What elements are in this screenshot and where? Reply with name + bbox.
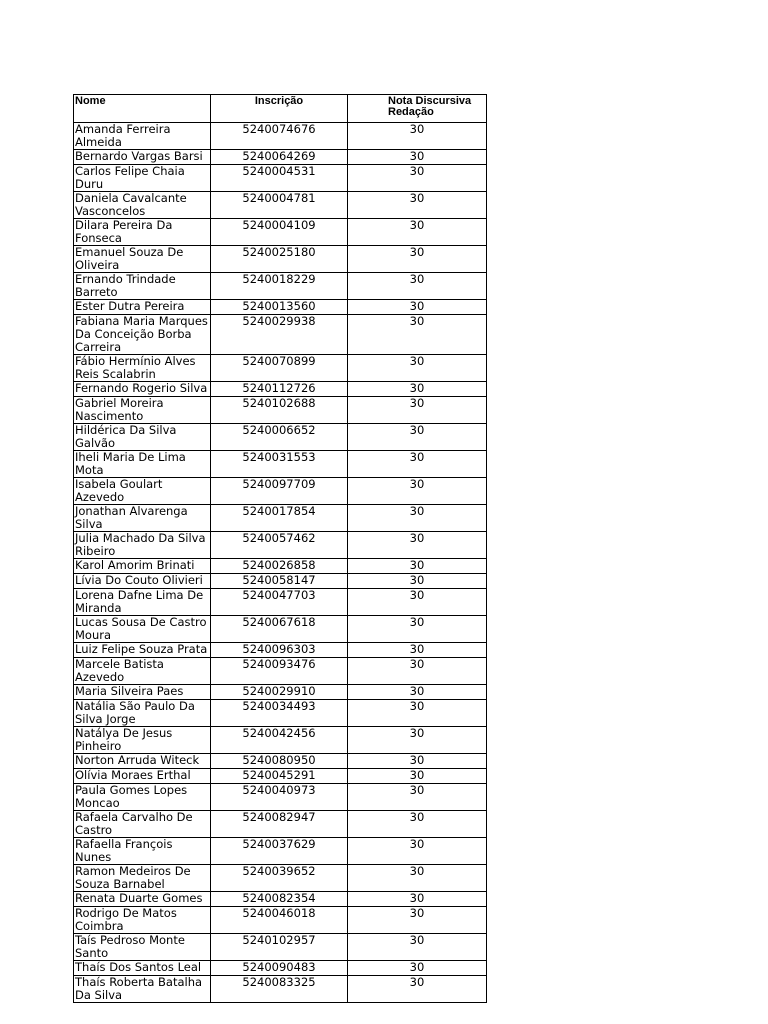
cell-nome xyxy=(74,165,211,192)
cell-nota: 30 xyxy=(348,685,487,700)
table-row xyxy=(74,397,487,424)
nome-text: Ernando Trindade Barreto xyxy=(75,272,176,299)
cell-nome xyxy=(74,838,211,865)
table-row xyxy=(74,934,487,961)
cell-inscricao: 5240034493 xyxy=(211,700,348,727)
nome-text: Isabela Goulart Azevedo xyxy=(75,477,163,504)
cell-nota: 30 xyxy=(348,907,487,934)
cell-inscricao: 5240045291 xyxy=(211,769,348,784)
table-body xyxy=(74,123,487,1003)
table-row xyxy=(74,754,487,769)
cell-inscricao: 5240102957 xyxy=(211,934,348,961)
cell-nome xyxy=(74,727,211,754)
cell-nome xyxy=(74,123,211,150)
table-row xyxy=(74,165,487,192)
cell-nota: 30 xyxy=(348,727,487,754)
cell-nome xyxy=(74,315,211,355)
nome-text: Fernando Rogerio Silva xyxy=(75,381,208,395)
cell-inscricao: 5240083325 xyxy=(211,976,348,1003)
nome-text: Julia Machado Da Silva Ribeiro xyxy=(75,531,206,558)
nome-text: Maria Silveira Paes xyxy=(75,684,184,698)
table-row xyxy=(74,658,487,685)
cell-inscricao: 5240090483 xyxy=(211,961,348,976)
cell-nota: 30 xyxy=(348,424,487,451)
cell-inscricao: 5240080950 xyxy=(211,754,348,769)
table-row xyxy=(74,355,487,382)
table-row xyxy=(74,246,487,273)
cell-inscricao: 5240093476 xyxy=(211,658,348,685)
cell-inscricao: 5240047703 xyxy=(211,589,348,616)
table-row xyxy=(74,616,487,643)
cell-nome xyxy=(74,616,211,643)
nome-text: Ramon Medeiros De Souza Barnabel xyxy=(75,864,191,891)
table-row xyxy=(74,574,487,589)
cell-nota: 30 xyxy=(348,769,487,784)
cell-inscricao: 5240004531 xyxy=(211,165,348,192)
table-row xyxy=(74,559,487,574)
cell-nome xyxy=(74,192,211,219)
nome-text: Daniela Cavalcante Vasconcelos xyxy=(75,191,187,218)
header-nome: Nome xyxy=(74,95,211,123)
cell-nota: 30 xyxy=(348,192,487,219)
cell-inscricao: 5240025180 xyxy=(211,246,348,273)
nome-text: Taís Pedroso Monte Santo xyxy=(75,933,185,960)
cell-nota: 30 xyxy=(348,865,487,892)
cell-nome xyxy=(74,273,211,300)
cell-nome xyxy=(74,658,211,685)
cell-nome xyxy=(74,300,211,315)
header-nota: Nota Discursiva Redação xyxy=(348,95,487,123)
table-row xyxy=(74,700,487,727)
nome-text: Luiz Felipe Souza Prata xyxy=(75,642,208,656)
cell-inscricao: 5240004109 xyxy=(211,219,348,246)
cell-nome xyxy=(74,451,211,478)
table-row xyxy=(74,643,487,658)
header-row xyxy=(74,95,487,123)
cell-nome xyxy=(74,397,211,424)
cell-nota: 30 xyxy=(348,892,487,907)
nome-text: Natálya De Jesus Pinheiro xyxy=(75,726,173,753)
cell-nota: 30 xyxy=(348,150,487,165)
table-row xyxy=(74,727,487,754)
nome-text: Norton Arruda Witeck xyxy=(75,753,200,767)
cell-nota: 30 xyxy=(348,961,487,976)
table-row xyxy=(74,811,487,838)
cell-nome xyxy=(74,907,211,934)
table-row xyxy=(74,532,487,559)
table-row xyxy=(74,192,487,219)
cell-nome xyxy=(74,934,211,961)
results-table xyxy=(73,94,487,1003)
cell-inscricao: 5240064269 xyxy=(211,150,348,165)
cell-nome xyxy=(74,865,211,892)
cell-nome xyxy=(74,246,211,273)
cell-inscricao: 5240070899 xyxy=(211,355,348,382)
header-inscricao: Inscrição xyxy=(211,95,348,123)
nome-text: Jonathan Alvarenga Silva xyxy=(75,504,188,531)
nome-text: Karol Amorim Brinati xyxy=(75,558,195,572)
cell-nome xyxy=(74,505,211,532)
cell-nota: 30 xyxy=(348,976,487,1003)
cell-nota: 30 xyxy=(348,478,487,505)
cell-nota: 30 xyxy=(348,315,487,355)
cell-nome xyxy=(74,700,211,727)
nome-text: Emanuel Souza De Oliveira xyxy=(75,245,184,272)
cell-inscricao: 5240096303 xyxy=(211,643,348,658)
cell-nome xyxy=(74,150,211,165)
cell-nota: 30 xyxy=(348,165,487,192)
cell-nome xyxy=(74,219,211,246)
table-row xyxy=(74,685,487,700)
cell-nota: 30 xyxy=(348,300,487,315)
nome-text: Fábio Hermínio Alves Reis Scalabrin xyxy=(75,354,196,381)
cell-inscricao: 5240102688 xyxy=(211,397,348,424)
cell-nome xyxy=(74,892,211,907)
nome-text: Thaís Dos Santos Leal xyxy=(75,960,202,974)
cell-nota: 30 xyxy=(348,559,487,574)
nome-text: Rafaella François Nunes xyxy=(75,837,173,864)
cell-nota: 30 xyxy=(348,784,487,811)
cell-nome xyxy=(74,961,211,976)
cell-nome xyxy=(74,685,211,700)
cell-nome xyxy=(74,478,211,505)
cell-inscricao: 5240029910 xyxy=(211,685,348,700)
cell-inscricao: 5240004781 xyxy=(211,192,348,219)
cell-nota: 30 xyxy=(348,700,487,727)
nome-text: Renata Duarte Gomes xyxy=(75,891,203,905)
nome-text: Lorena Dafne Lima De Miranda xyxy=(75,588,204,615)
cell-nome xyxy=(74,784,211,811)
table-row xyxy=(74,424,487,451)
table-header xyxy=(74,95,487,123)
table-row xyxy=(74,892,487,907)
cell-inscricao: 5240018229 xyxy=(211,273,348,300)
cell-inscricao: 5240039652 xyxy=(211,865,348,892)
nome-text: Marcele Batista Azevedo xyxy=(75,657,164,684)
nome-text: Ester Dutra Pereira xyxy=(75,299,185,313)
table-row xyxy=(74,219,487,246)
table-row xyxy=(74,123,487,150)
cell-inscricao: 5240097709 xyxy=(211,478,348,505)
nome-text: Lucas Sousa De Castro Moura xyxy=(75,615,207,642)
table-row xyxy=(74,382,487,397)
cell-inscricao: 5240082354 xyxy=(211,892,348,907)
cell-nome xyxy=(74,355,211,382)
cell-nome xyxy=(74,382,211,397)
cell-inscricao: 5240026858 xyxy=(211,559,348,574)
cell-inscricao: 5240112726 xyxy=(211,382,348,397)
table-row xyxy=(74,315,487,355)
cell-nota: 30 xyxy=(348,811,487,838)
cell-nome xyxy=(74,574,211,589)
table-row xyxy=(74,451,487,478)
nome-text: Gabriel Moreira Nascimento xyxy=(75,396,164,423)
nome-text: Thaís Roberta Batalha Da Silva xyxy=(75,975,203,1002)
nome-text: Amanda Ferreira Almeida xyxy=(75,122,171,149)
cell-nome xyxy=(74,754,211,769)
table-row xyxy=(74,907,487,934)
cell-nome xyxy=(74,976,211,1003)
cell-inscricao: 5240058147 xyxy=(211,574,348,589)
table-row xyxy=(74,300,487,315)
table-row xyxy=(74,784,487,811)
cell-nota: 30 xyxy=(348,273,487,300)
nome-text: Lívia Do Couto Olivieri xyxy=(75,573,203,587)
cell-nota: 30 xyxy=(348,616,487,643)
cell-nome xyxy=(74,424,211,451)
cell-nota: 30 xyxy=(348,754,487,769)
cell-nota: 30 xyxy=(348,589,487,616)
table-row xyxy=(74,589,487,616)
nome-text: Dilara Pereira Da Fonseca xyxy=(75,218,173,245)
cell-inscricao: 5240067618 xyxy=(211,616,348,643)
table-row xyxy=(74,865,487,892)
nome-text: Paula Gomes Lopes Moncao xyxy=(75,783,188,810)
nome-text: Bernardo Vargas Barsi xyxy=(75,149,203,163)
cell-nota: 30 xyxy=(348,505,487,532)
cell-nota: 30 xyxy=(348,219,487,246)
cell-nota: 30 xyxy=(348,838,487,865)
cell-inscricao: 5240013560 xyxy=(211,300,348,315)
table-row xyxy=(74,976,487,1003)
cell-nota: 30 xyxy=(348,397,487,424)
nome-text: Iheli Maria De Lima Mota xyxy=(75,450,186,477)
cell-inscricao: 5240057462 xyxy=(211,532,348,559)
cell-nome xyxy=(74,589,211,616)
cell-nota: 30 xyxy=(348,355,487,382)
nome-text: Fabiana Maria Marques Da Conceição Borba Carreira xyxy=(75,314,208,354)
cell-nota: 30 xyxy=(348,934,487,961)
table-row xyxy=(74,961,487,976)
cell-inscricao: 5240031553 xyxy=(211,451,348,478)
cell-inscricao: 5240040973 xyxy=(211,784,348,811)
table-row xyxy=(74,150,487,165)
cell-inscricao: 5240042456 xyxy=(211,727,348,754)
cell-inscricao: 5240082947 xyxy=(211,811,348,838)
nome-text: Rodrigo De Matos Coimbra xyxy=(75,906,177,933)
table-row xyxy=(74,273,487,300)
cell-nome xyxy=(74,811,211,838)
cell-nome xyxy=(74,643,211,658)
cell-nota: 30 xyxy=(348,643,487,658)
cell-nota: 30 xyxy=(348,451,487,478)
nome-text: Natália São Paulo Da Silva Jorge xyxy=(75,699,195,726)
nome-text: Rafaela Carvalho De Castro xyxy=(75,810,193,837)
cell-nota: 30 xyxy=(348,246,487,273)
cell-nota: 30 xyxy=(348,574,487,589)
cell-nome xyxy=(74,532,211,559)
cell-inscricao: 5240046018 xyxy=(211,907,348,934)
table-row xyxy=(74,769,487,784)
table-row xyxy=(74,838,487,865)
cell-inscricao: 5240006652 xyxy=(211,424,348,451)
cell-nota: 30 xyxy=(348,658,487,685)
cell-inscricao: 5240029938 xyxy=(211,315,348,355)
nome-text: Olívia Moraes Erthal xyxy=(75,768,191,782)
cell-inscricao: 5240037629 xyxy=(211,838,348,865)
cell-inscricao: 5240017854 xyxy=(211,505,348,532)
table-row xyxy=(74,478,487,505)
nome-text: Hildérica Da Silva Galvão xyxy=(75,423,177,450)
cell-nota: 30 xyxy=(348,123,487,150)
cell-nome xyxy=(74,559,211,574)
cell-inscricao: 5240074676 xyxy=(211,123,348,150)
nome-text: Carlos Felipe Chaia Duru xyxy=(75,164,185,191)
cell-nota: 30 xyxy=(348,382,487,397)
cell-nota: 30 xyxy=(348,532,487,559)
table-row xyxy=(74,505,487,532)
cell-nome xyxy=(74,769,211,784)
